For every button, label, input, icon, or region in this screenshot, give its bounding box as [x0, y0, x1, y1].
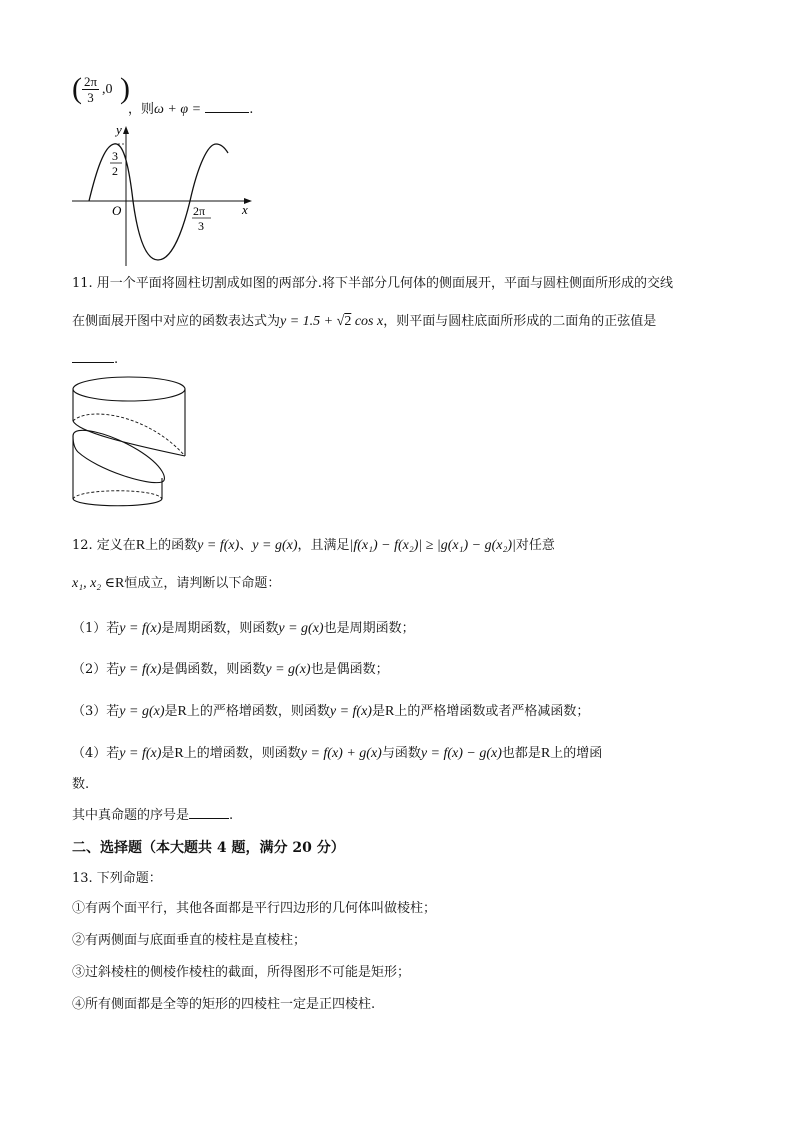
q12-text-f: 恒成立，请判断以下命题： [124, 576, 281, 591]
peak-num: 3 [112, 149, 118, 163]
q11-answer-line [72, 350, 118, 369]
vars-x1-x2: x₁, x₂ ∈ [72, 576, 116, 591]
q13-item-4: ④所有侧面都是全等的矩形的四棱柱一定是正四棱柱. [72, 997, 376, 1012]
point-frac-den: 3 [87, 90, 94, 105]
top-cut-front [73, 421, 185, 456]
x-axis-label: x [242, 202, 248, 217]
q11-period: . [114, 352, 119, 367]
cylinder-figure [68, 374, 196, 514]
origin-label: O [112, 203, 122, 218]
omega-phi-expr: ω + φ = [154, 102, 202, 117]
q13-item-2: ②有两侧面与底面垂直的棱柱是直棱柱； [72, 933, 307, 948]
top-cut-back [73, 414, 185, 456]
q10-answer-blank[interactable] [205, 100, 249, 113]
q13-item-3: ③过斜棱柱的侧棱作棱柱的截面，所得图形不可能是矩形； [72, 965, 411, 980]
bottom-cut-ellipse [73, 430, 164, 482]
q10-answer-line [128, 100, 253, 119]
q12-period: . [229, 808, 234, 823]
q12-answer-line [72, 806, 233, 825]
q12-answer-blank[interactable] [189, 806, 229, 819]
point-frac-num: 2π [84, 74, 98, 89]
q11-text-b: ，则平面与圆柱底面所形成的二面角的正弦值是 [383, 314, 657, 329]
y-axis-arrow [123, 126, 129, 134]
q11-line1: 11. 用一个平面将圆柱切割成如图的两部分.将下半部分几何体的侧面展开，平面与圆柱侧面所形成的交线 [72, 276, 673, 291]
q12-prop-3: （3）若y = g(x)是R上的严格增函数，则函数y = f(x)是R上的严格增函数或者严格减函数； [72, 704, 590, 719]
set-R: R [115, 576, 125, 591]
q12-text-d: ，且满足 [297, 538, 350, 553]
peak-den: 2 [112, 164, 118, 178]
point-fraction [82, 74, 99, 105]
q12-prop-2: （2）若y = f(x)是偶函数，则函数y = g(x)也是偶函数； [72, 662, 389, 677]
sine-graph [66, 120, 262, 270]
q12-text-e: 对任意 [515, 538, 555, 553]
q13-stem: 13. 下列命题： [72, 871, 162, 886]
q11-line2 [72, 313, 656, 331]
q11-text-a: 在侧面展开图中对应的函数表达式为 [72, 314, 281, 329]
q12-prop-1: （1）若y = f(x)是周期函数，则函数y = g(x)也是周期函数； [72, 621, 415, 636]
q12-text-b: 上的函数 [145, 538, 198, 553]
q10-period: . [249, 102, 254, 117]
left-paren: ( [72, 72, 82, 105]
q12-text-a: 12. 定义在 [72, 538, 136, 553]
q12-line1 [72, 537, 555, 555]
q12-comma: 、 [239, 538, 253, 553]
y-axis-label: y [116, 122, 122, 137]
zero-den: 3 [198, 219, 204, 233]
right-paren: ) [120, 72, 130, 105]
bottom-base-back [73, 491, 162, 499]
bottom-base-front [73, 499, 162, 506]
sine-curve [89, 144, 228, 260]
q12-prop-4-cont: 数. [72, 777, 90, 792]
expr-y-fx: y = f(x) [197, 538, 240, 553]
q10-then: ，则 [128, 102, 155, 117]
inequality: |f(x₁) − f(x₂)| ≥ |g(x₁) − g(x₂)| [349, 538, 516, 553]
q11-answer-blank[interactable] [72, 350, 114, 363]
point-y: ,0 [102, 82, 113, 97]
q11-formula: y = 1.5 + √2 cos x [280, 314, 384, 329]
section-2-title: 二、选择题（本大题共 4 题，满分 20 分） [72, 840, 345, 856]
q12-prop-4: （4）若y = f(x)是R上的增函数，则函数y = f(x) + g(x)与函数y = f(x) − g(x)也都是R上的增函 [72, 746, 603, 761]
q13-item-1: ①有两个面平行，其他各面都是平行四边形的几何体叫做棱柱； [72, 901, 437, 916]
set-R: R [135, 538, 146, 553]
zero-num: 2π [193, 204, 206, 218]
q12-line2 [72, 575, 280, 593]
expr-y-gx: y = g(x) [252, 538, 298, 553]
q12-answer-prompt: 其中真命题的序号是 [72, 808, 190, 823]
top-ellipse [73, 377, 185, 401]
